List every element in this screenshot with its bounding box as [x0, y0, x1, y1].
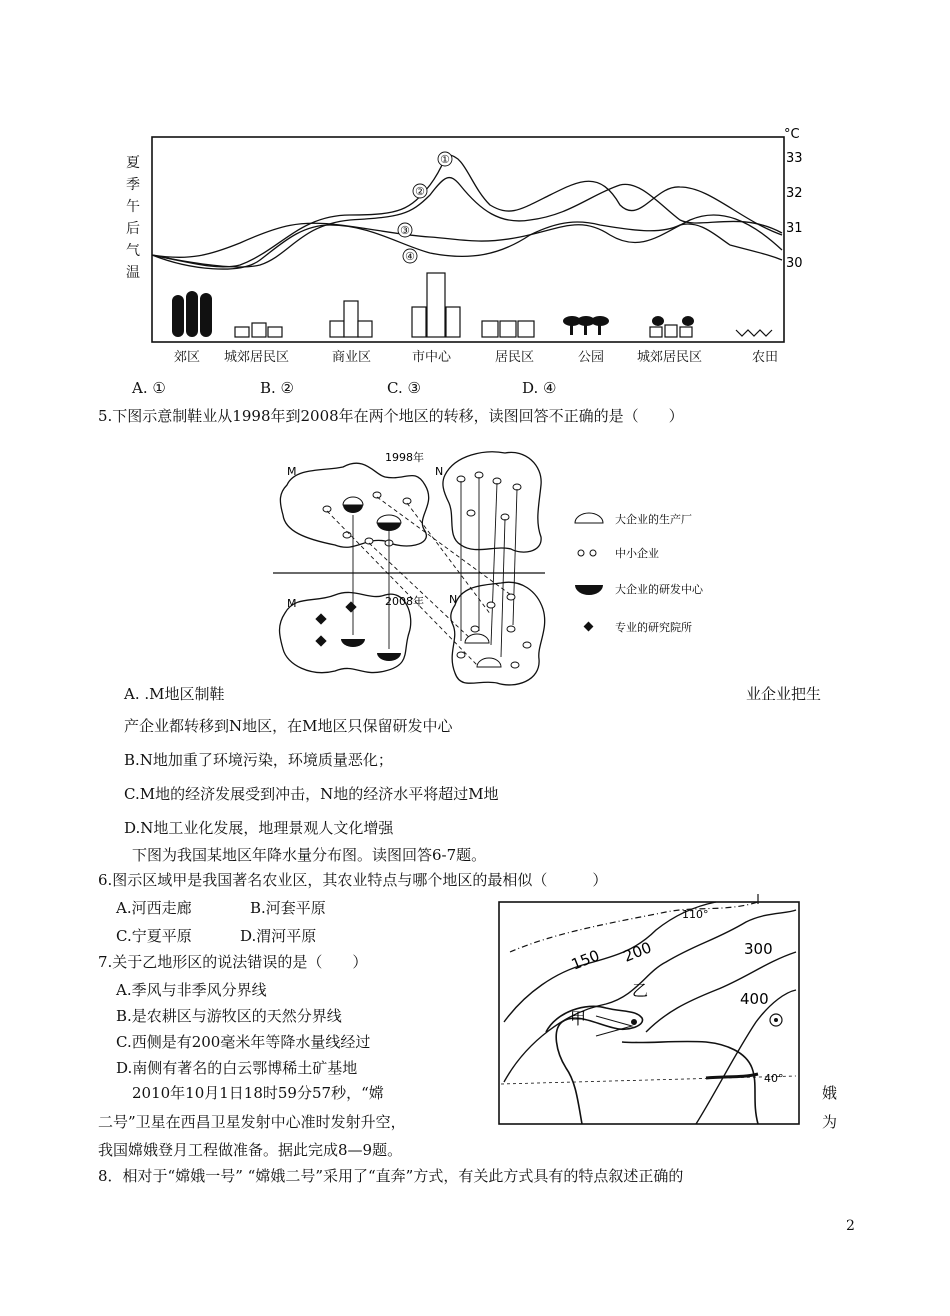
- region-m-label-bottom: M: [287, 597, 297, 610]
- zone-label-residential: 居民区: [495, 350, 535, 365]
- q6-option-c[interactable]: C.宁夏平原: [116, 927, 192, 945]
- svg-text:温: 温: [126, 265, 140, 281]
- passage-line1-right: 娥: [822, 1084, 838, 1102]
- skyscrapers-icon: [412, 273, 460, 337]
- legend-factory: 大企业的生产厂: [615, 513, 692, 526]
- q5-stem: 5.下图示意制鞋业从1998年到2008年在两个地区的转移，读图回答不正确的是（ ）: [98, 407, 684, 425]
- region-yi-label: 乙: [632, 981, 649, 1000]
- industry-migration-map: [265, 445, 735, 695]
- svg-text:后: 后: [126, 221, 140, 237]
- longitude-label: 110°: [682, 908, 709, 921]
- park-trees-icon: [563, 316, 609, 335]
- suburban-houses-icon: [650, 316, 694, 337]
- svg-text:午: 午: [126, 199, 140, 215]
- q8-stem: 8．相对于“嫦娥一号” “嫦娥二号”采用了“直奔”方式，有关此方式具有的特点叙述正确的: [98, 1167, 684, 1185]
- commercial-buildings-icon: [330, 301, 372, 337]
- map-frame: [499, 902, 799, 1124]
- q6-option-a[interactable]: A.河西走廊: [116, 899, 192, 917]
- zone-icons: [172, 273, 772, 337]
- tick-30: 30: [786, 256, 803, 271]
- legend-rd-center: 大企业的研发中心: [615, 583, 703, 596]
- isohyet-label-150: 150: [568, 946, 603, 974]
- isohyet-label-200: 200: [620, 938, 655, 966]
- q5-option-d[interactable]: D.N地工业化发展，地理景观人文化增强: [124, 819, 394, 837]
- passage-line3: 我国嫦娥登月工程做准备。据此完成8—9题。: [98, 1141, 403, 1159]
- passage-line1-left: 2010年10月1日18时59分57秒，“嫦: [132, 1084, 384, 1102]
- factory-legend-icon: [575, 513, 603, 523]
- page-number: 2: [846, 1218, 855, 1234]
- zone-label-suburban-residential: 城郊居民区: [224, 350, 290, 365]
- region-n-2008: [451, 582, 545, 685]
- q5-option-a-right: 业企业把生: [746, 685, 822, 703]
- q4-option-b[interactable]: B. ②: [260, 379, 295, 397]
- q7-option-a[interactable]: A.季风与非季风分界线: [116, 981, 267, 999]
- tick-33: 33: [786, 151, 803, 166]
- latitude-label: 40°: [764, 1072, 784, 1085]
- tick-31: 31: [786, 221, 803, 236]
- q5-option-a-continued: 产企业都转移到N地区，在M地区只保留研发中心: [124, 717, 453, 735]
- region-n-1998: [443, 452, 541, 552]
- intro-6-7: 下图为我国某地区年降水量分布图。读图回答6-7题。: [132, 846, 487, 864]
- zone-label-suburban-residential-2: 城郊居民区: [637, 350, 703, 365]
- residential-icon: [482, 321, 534, 337]
- q5-option-a-left[interactable]: A. .M地区制鞋: [124, 685, 225, 703]
- tick-32: 32: [786, 186, 803, 201]
- svg-text:夏: 夏: [126, 155, 140, 171]
- precipitation-map: [496, 892, 802, 1130]
- q4-option-a[interactable]: A. ①: [132, 379, 166, 397]
- chart-ylabel: [126, 155, 140, 281]
- rd-center-legend-icon: [575, 585, 603, 595]
- svg-text:③: ③: [400, 224, 410, 237]
- svg-text:②: ②: [415, 185, 425, 198]
- forest-icon: [172, 291, 212, 337]
- region-n-label-bottom: N: [449, 593, 458, 606]
- zone-label-city-center: 市中心: [412, 350, 452, 365]
- isohyet-label-400: 400: [740, 990, 769, 1008]
- q5-option-c[interactable]: C.M地的经济发展受到冲击，N地的经济水平将超过M地: [124, 785, 499, 803]
- region-n-label-top: N: [435, 465, 444, 478]
- svg-text:①: ①: [440, 153, 450, 166]
- year-1998-label: 1998年: [385, 451, 424, 464]
- q6-option-d[interactable]: D.渭河平原: [240, 927, 317, 945]
- chart-unit: °C: [784, 127, 800, 142]
- q4-option-d[interactable]: D. ④: [522, 379, 557, 397]
- region-m-label-top: M: [287, 465, 297, 478]
- zone-label-park: 公园: [578, 350, 605, 365]
- farmland-icon: [736, 330, 772, 336]
- svg-text:气: 气: [126, 243, 140, 259]
- q7-option-b[interactable]: B.是农耕区与游牧区的天然分界线: [116, 1007, 342, 1025]
- q6-stem: 6.图示区域甲是我国著名农业区，其农业特点与哪个地区的最相似（ ）: [98, 871, 608, 889]
- curve-1: [152, 155, 782, 267]
- zone-label-suburb: 郊区: [174, 350, 201, 365]
- q4-option-c[interactable]: C. ③: [387, 379, 421, 397]
- year-2008-label: 2008年: [385, 595, 424, 608]
- legend-small-enterprise: 中小企业: [615, 547, 659, 560]
- q7-option-c[interactable]: C.西侧是有200毫米年等降水量线经过: [116, 1033, 371, 1051]
- temperature-chart: [100, 125, 820, 370]
- houses-icon: [235, 323, 282, 337]
- svg-text:④: ④: [405, 250, 415, 263]
- map-legend: [575, 512, 704, 634]
- legend-research-institute: 专业的研究院所: [615, 621, 692, 634]
- zone-label-farmland: 农田: [752, 350, 779, 365]
- curve-3: [152, 215, 782, 257]
- passage-line2-left: 二号”卫星在西昌卫星发射中心准时发射升空，: [98, 1113, 406, 1131]
- passage-line2-right: 为: [822, 1113, 838, 1131]
- q6-option-b[interactable]: B.河套平原: [250, 899, 326, 917]
- q7-stem: 7.关于乙地形区的说法错误的是（ ）: [98, 953, 368, 971]
- q7-option-d[interactable]: D.南侧有著名的白云鄂博稀土矿基地: [116, 1059, 358, 1077]
- region-jia-label: 甲: [570, 1009, 587, 1028]
- research-institute-legend-icon: [584, 622, 594, 632]
- curve-2: [152, 178, 782, 267]
- small-enterprise-legend-icon: [578, 550, 596, 556]
- q5-option-b[interactable]: B.N地加重了环境污染，环境质量恶化；: [124, 751, 393, 769]
- isohyet-label-300: 300: [744, 940, 773, 958]
- zone-label-commercial: 商业区: [332, 350, 372, 365]
- svg-text:季: 季: [126, 177, 140, 193]
